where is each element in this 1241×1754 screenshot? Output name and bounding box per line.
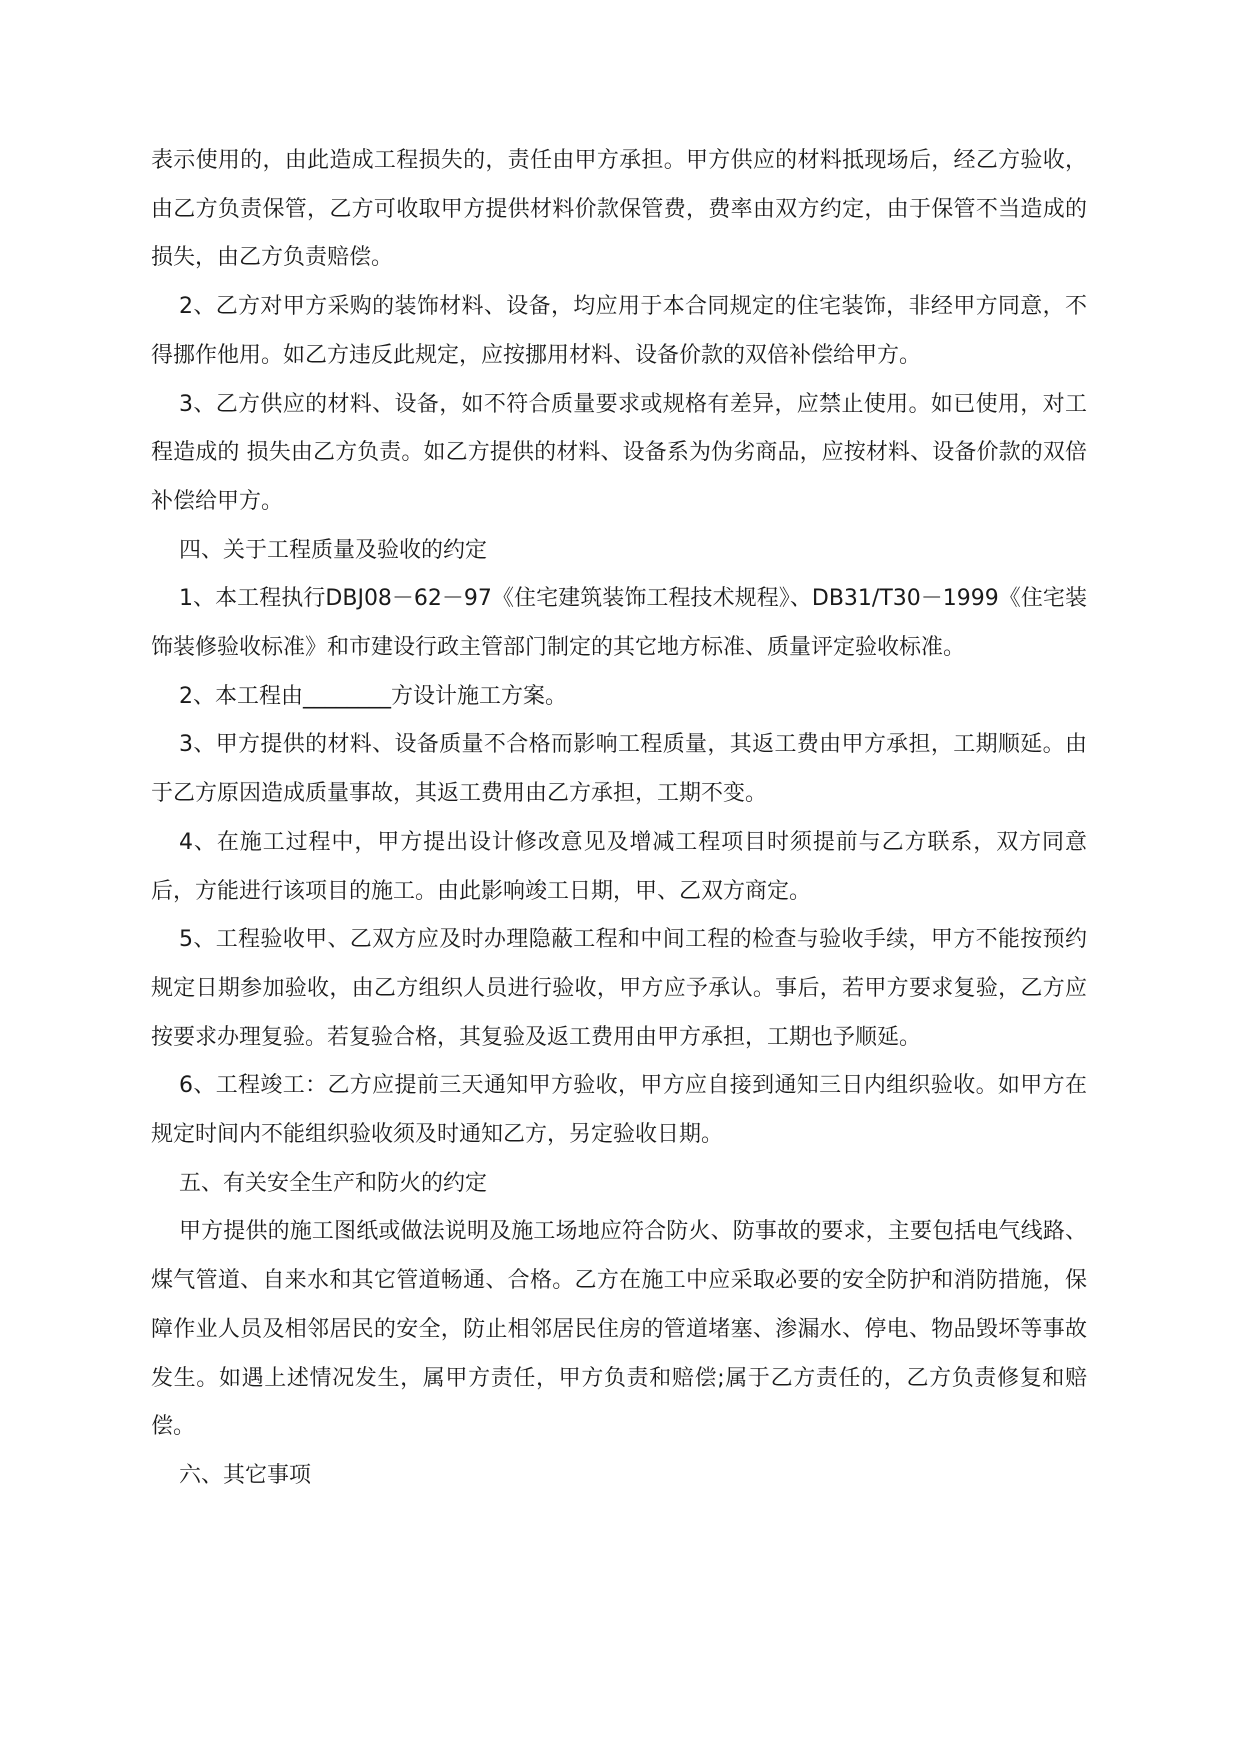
section-heading-6: 六、其它事项 xyxy=(179,1462,312,1488)
paragraph-section4-clause-6: 6、工程竣工：乙方应提前三天通知甲方验收，甲方应自接到通知三日内组织验收。如甲方在规定时间内不能组织验收须及时通知乙方，另定验收日期。 xyxy=(151,1073,1087,1148)
paragraph-continuation: 表示使用的，由此造成工程损失的，责任由甲方承担。甲方供应的材料抵现场后，经乙方验收，由乙方负责保管，乙方可收取甲方提供材料价款保管费，费率由双方约定，由于保管不当造成的损失，由乙方负责赔偿。 xyxy=(151,148,1087,271)
paragraph-section4-clause-1: 1、本工程执行DBJ08－62－97《住宅建筑装饰工程技术规程》、DB31/T30－1999《住宅装饰装修验收标准》和市建设行政主管部门制定的其它地方标准、质量评定验收标准。 xyxy=(151,586,1087,661)
paragraph-clause-3: 3、乙方供应的材料、设备，如不符合质量要求或规格有差异，应禁止使用。如已使用，对工程造成的 损失由乙方负责。如乙方提供的材料、设备系为伪劣商品，应按材料、设备价款的双倍补偿给甲方。 xyxy=(151,391,1087,514)
paragraph-clause-2: 2、乙方对甲方采购的装饰材料、设备，均应用于本合同规定的住宅装饰，非经甲方同意，不得挪作他用。如乙方违反此规定，应按挪用材料、设备价款的双倍补偿给甲方。 xyxy=(151,294,1087,368)
section-heading-5: 五、有关安全生产和防火的约定 xyxy=(179,1170,488,1196)
paragraph-section4-clause-4: 4、在施工过程中，甲方提出设计修改意见及增减工程项目时须提前与乙方联系，双方同意后，方能进行该项目的施工。由此影响竣工日期，甲、乙双方商定。 xyxy=(151,829,1087,904)
paragraph-section4-clause-2: 2、本工程由________方设计施工方案。 xyxy=(179,683,567,709)
paragraph-section4-clause-3: 3、甲方提供的材料、设备质量不合格而影响工程质量，其返工费由甲方承担，工期顺延。由于乙方原因造成质量事故，其返工费用由乙方承担，工期不变。 xyxy=(151,732,1087,807)
paragraph-section4-clause-5: 5、工程验收甲、乙双方应及时办理隐蔽工程和中间工程的检查与验收手续，甲方不能按预约规定日期参加验收，由乙方组织人员进行验收，甲方应予承认。事后，若甲方要求复验，乙方应按要求办理复验。若复验合格，其复验及返工费用由甲方承担，工期也予顺延。 xyxy=(151,927,1087,1050)
paragraph-section5-body: 甲方提供的施工图纸或做法说明及施工场地应符合防火、防事故的要求，主要包括电气线路、煤气管道、自来水和其它管道畅通、合格。乙方在施工中应采取必要的安全防护和消防措施，保障作业人员及相邻居民的安全，防止相邻居民住房的管道堵塞、渗漏水、停电、物品毁坏等事故发生。如遇上述情况发生，属甲方责任，甲方负责和赔偿;属于乙方责任的，乙方负责修复和赔偿。 xyxy=(151,1219,1087,1440)
section-heading-4: 四、关于工程质量及验收的约定 xyxy=(179,537,488,563)
document-body xyxy=(151,137,1087,1501)
